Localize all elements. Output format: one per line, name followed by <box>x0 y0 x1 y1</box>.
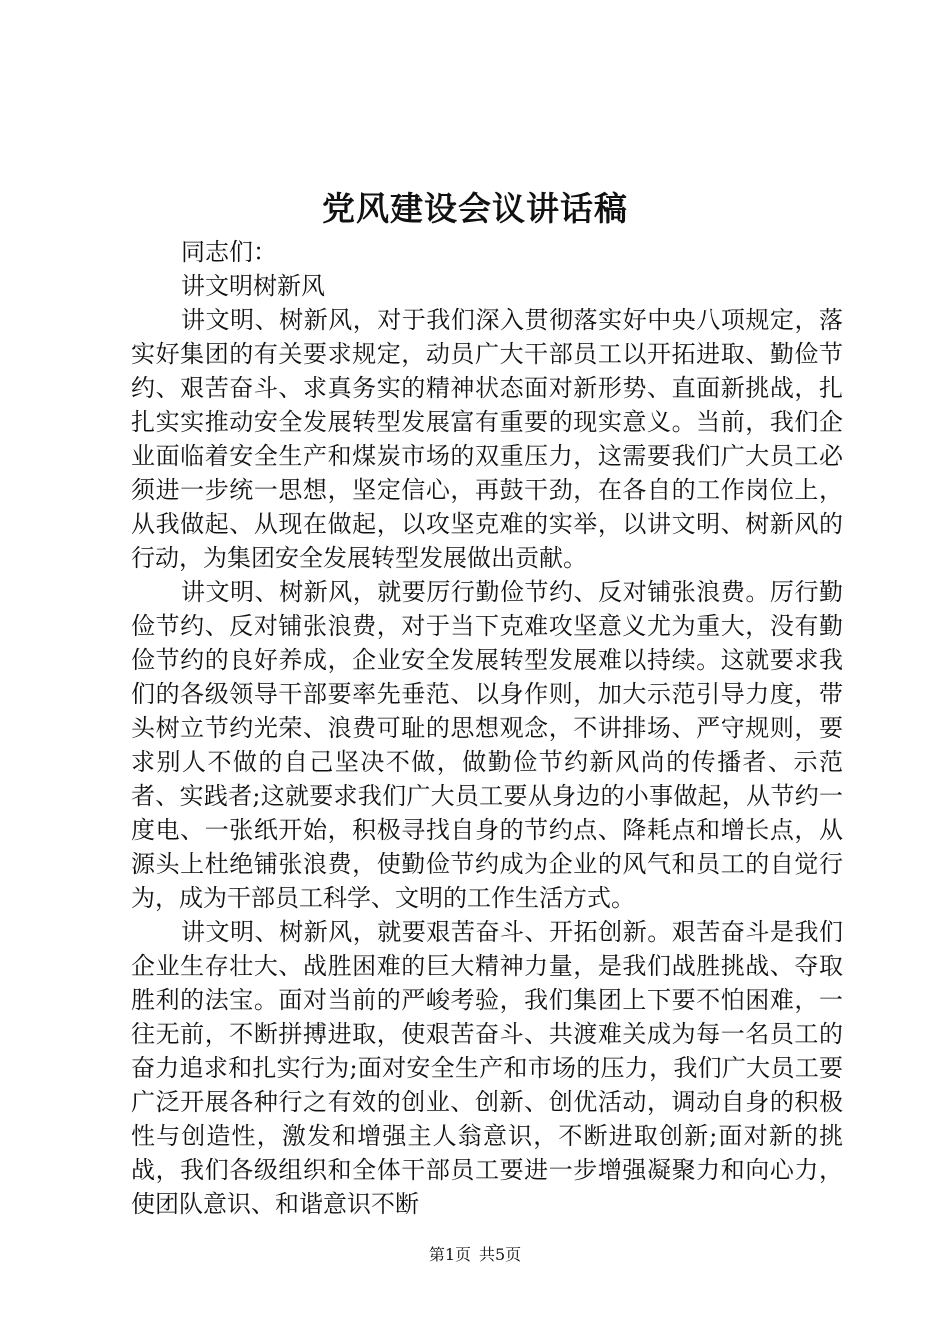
subheading-paragraph: 讲文明树新风 <box>181 272 325 300</box>
body-paragraph: 讲文明、树新风，对于我们深入贯彻落实好中央八项规定，落实好集团的有关要求规定，动员广大干部员工以开拓进取、勤俭节约、艰苦奋斗、求真务实的精神状态面对新形势、直面新挑战，扎扎实实推动安全发展转型发展富有重要的现实意义。当前，我们企业面临着安全生产和煤炭市场的双重压力，这需要我们广大员工必须进一步统一思想，坚定信心，再鼓干劲，在各自的工作岗位上，从我做起、从现在做起，以攻坚克难的实举，以讲文明、树新风的行动，为集团安全发展转型发展做出贡献。 <box>131 306 843 572</box>
document-body <box>131 235 843 1221</box>
salutation-paragraph: 同志们： <box>181 238 277 266</box>
page-number: 第1页 <box>428 1245 471 1264</box>
page-footer <box>0 1243 950 1267</box>
document-title: 党风建设会议讲话稿 <box>322 189 628 228</box>
body-paragraph: 讲文明、树新风，就要厉行勤俭节约、反对铺张浪费。厉行勤俭节约、反对铺张浪费，对于当下克难攻坚意义尤为重大，没有勤俭节约的良好养成，企业安全发展转型发展难以持续。这就要求我们的各级领导干部要率先垂范、以身作则，加大示范引导力度，带头树立节约光荣、浪费可耻的思想观念，不讲排场、严守规则，要求别人不做的自己坚决不做，做勤俭节约新风尚的传播者、示范者、实践者;这就要求我们广大员工要从身边的小事做起，从节约一度电、一张纸开始，积极寻找自身的节约点、降耗点和增长点，从源头上杜绝铺张浪费，使勤俭节约成为企业的风气和员工的自觉行为，成为干部员工科学、文明的工作生活方式。 <box>131 578 843 912</box>
page-total: 共5页 <box>479 1245 522 1264</box>
body-paragraph: 讲文明、树新风，就要艰苦奋斗、开拓创新。艰苦奋斗是我们企业生存壮大、战胜困难的巨大精神力量，是我们战胜挑战、夺取胜利的法宝。面对当前的严峻考验，我们集团上下要不怕困难，一往无前，不断拼搏进取，使艰苦奋斗、共渡难关成为每一名员工的奋力追求和扎实行为;面对安全生产和市场的压力，我们广大员工要广泛开展各种行之有效的创业、创新、创优活动，调动自身的积极性与创造性，激发和增强主人翁意识，不断进取创新;面对新的挑战，我们各级组织和全体干部员工要进一步增强凝聚力和向心力，使团队意识、和谐意识不断 <box>131 918 843 1218</box>
